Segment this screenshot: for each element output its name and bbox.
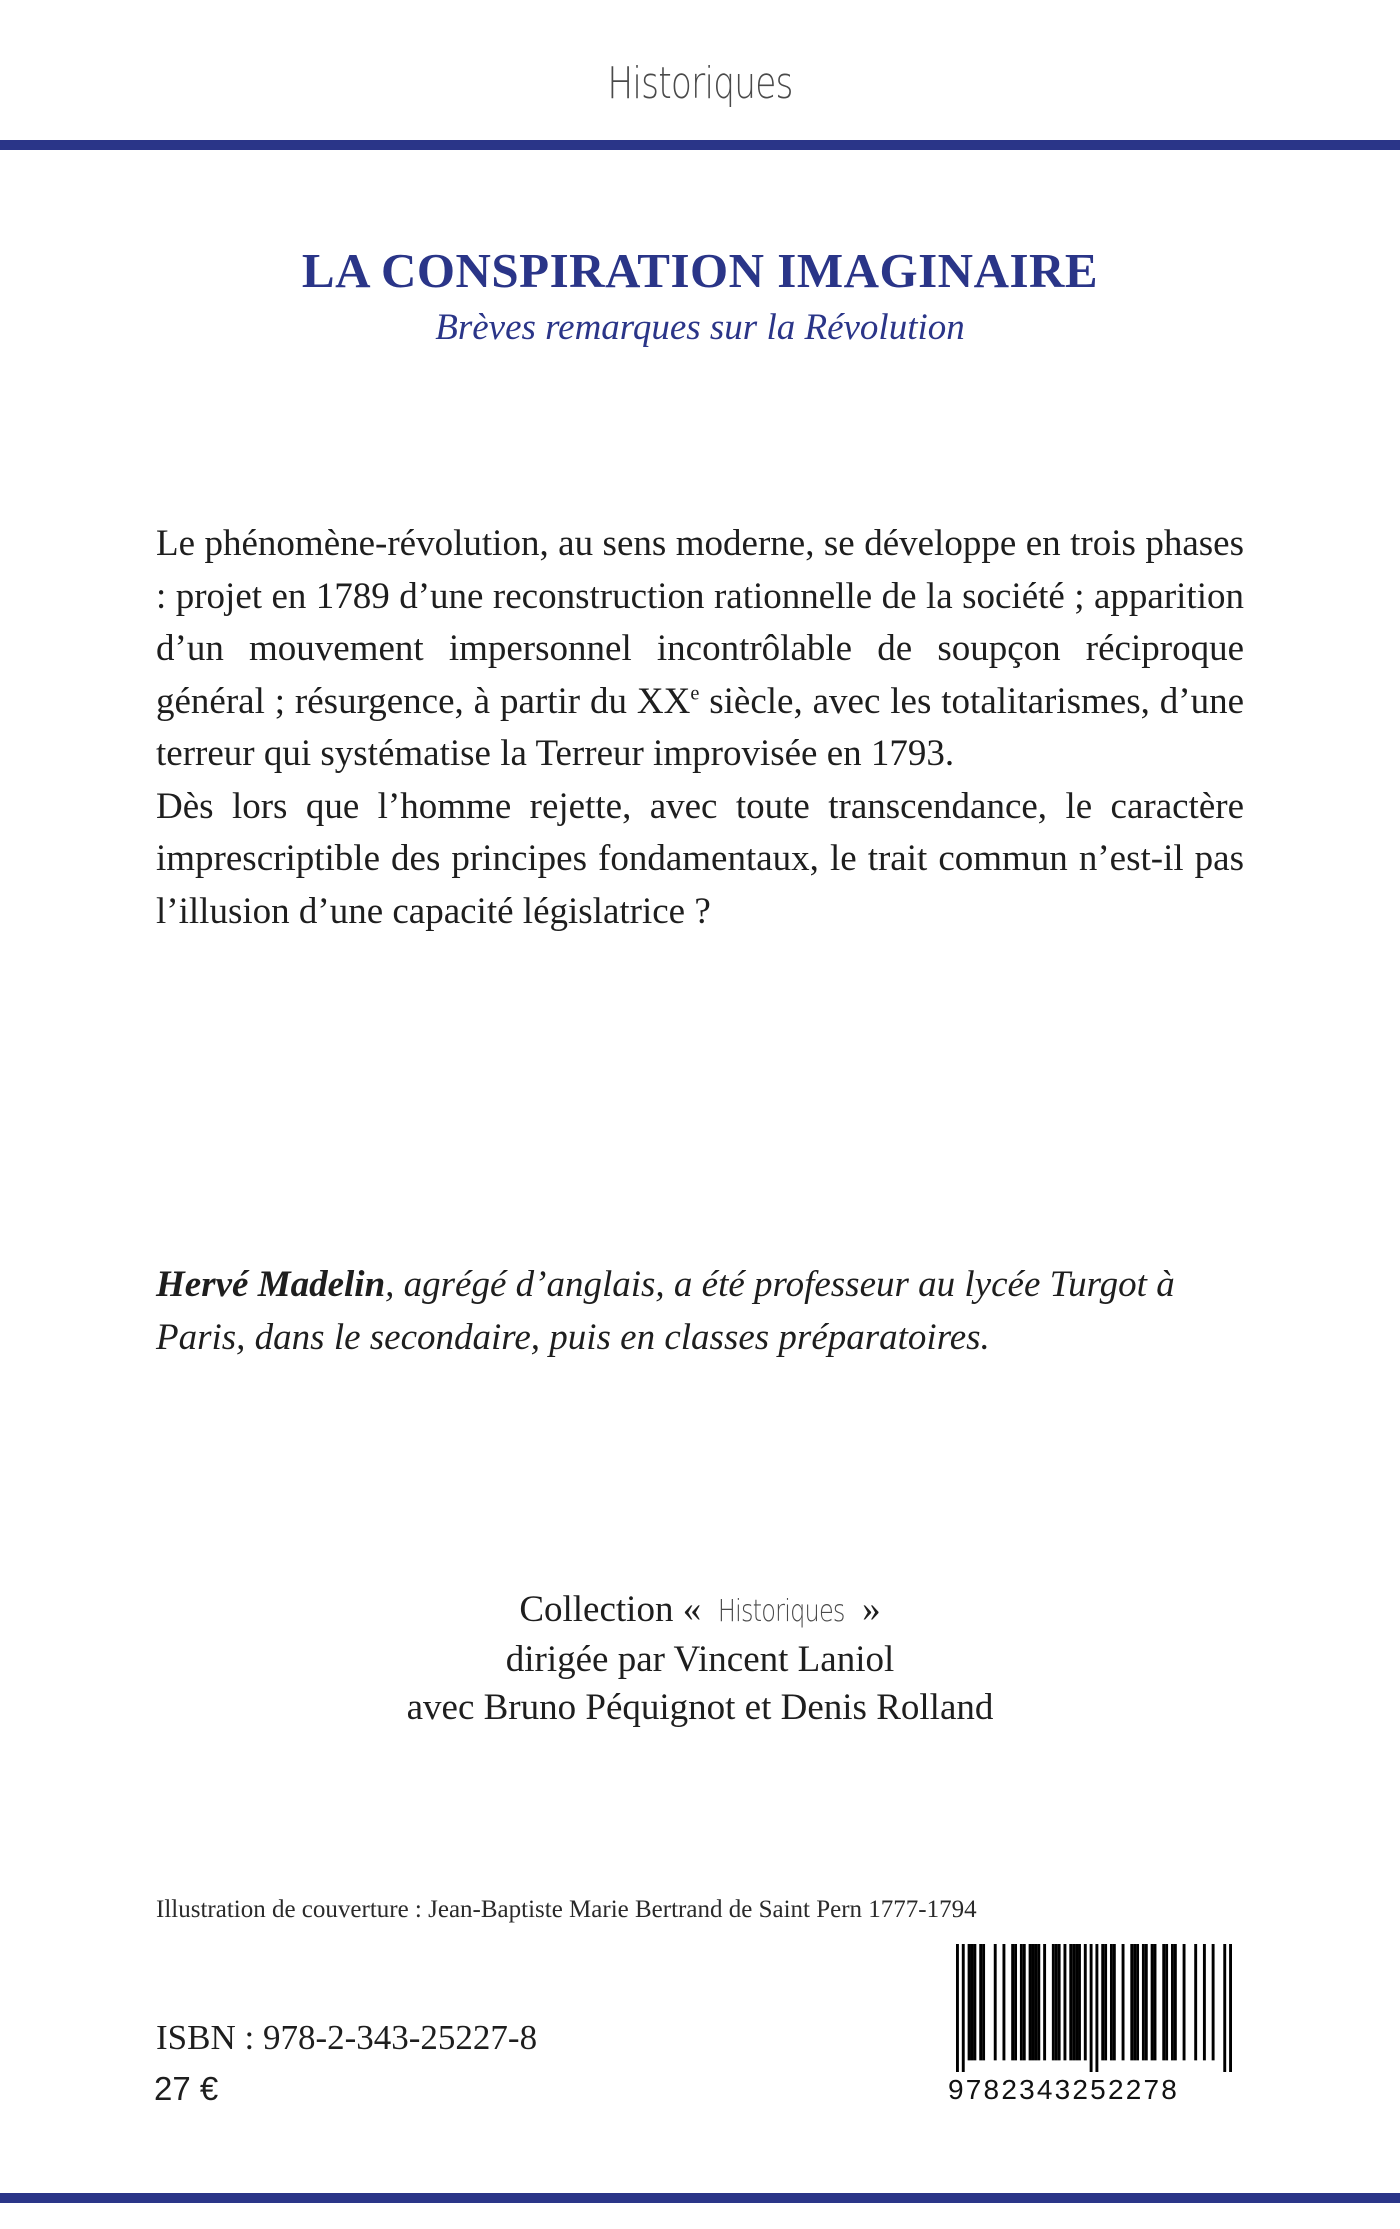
barcode-bar	[979, 1944, 982, 2060]
collection-suffix: »	[862, 1589, 881, 1630]
illustration-credit: Illustration de couverture : Jean-Baptiste Marie Bertrand de Saint Pern 1777-1794	[156, 1896, 977, 1923]
bottom-rule	[0, 2193, 1400, 2203]
author-name: Hervé Madelin	[156, 1264, 386, 1305]
blurb-text-a: Le phénomène-révolution, au sens moderne, se développe en trois phases : projet en 1789 d’une reconstruction rationnelle de la société ; apparition d’un mouvement impersonnel incontrôlable de soupçon réciproque général ; résurgence, à partir du XX	[156, 523, 1244, 722]
century-superscript: e	[690, 682, 700, 705]
barcode-bar	[1122, 1944, 1125, 2060]
barcode-bar	[1165, 1944, 1168, 2060]
barcode-bar	[1069, 1944, 1072, 2060]
collection-info	[0, 1586, 1400, 1732]
top-rule	[0, 140, 1400, 150]
barcode-bar	[1090, 1944, 1093, 2072]
barcode-bar	[1084, 1944, 1087, 2060]
barcode-bar	[962, 1944, 965, 2072]
barcode-bar	[1032, 1944, 1035, 2060]
isbn: ISBN : 978-2-343-25227-8	[156, 2018, 538, 2057]
barcode-bar	[1043, 1944, 1046, 2060]
barcode-bar	[1162, 1944, 1165, 2060]
barcode-bar	[1229, 1944, 1232, 2072]
blurb-paragraph-1	[156, 518, 1244, 781]
barcode-bar	[1110, 1944, 1113, 2060]
blurb	[156, 518, 1244, 938]
barcode-bar	[956, 1944, 959, 2072]
barcode-bars	[956, 1944, 1232, 2072]
barcode-bar	[1133, 1944, 1136, 2060]
barcode-bar	[1194, 1944, 1197, 2060]
barcode-bar	[1055, 1944, 1058, 2060]
barcode-bar	[1095, 1944, 1098, 2072]
blurb-paragraph-2: Dès lors que l’homme rejette, avec toute transcendance, le caractère imprescriptible des principes fondamentaux, le trait commun n’est-il pas l’illusion d’une capacité législatrice ?	[156, 785, 1244, 932]
barcode-bar	[1113, 1944, 1116, 2060]
barcode-digits: 9782343252278	[948, 2074, 1180, 2105]
barcode-bar	[1223, 1944, 1226, 2072]
barcode-bar	[1023, 1944, 1026, 2060]
barcode-bar	[1034, 1944, 1037, 2060]
barcode-bar	[1011, 1944, 1014, 2060]
barcode-bar	[971, 1944, 974, 2060]
barcode-bar	[1014, 1944, 1017, 2060]
barcode-bar	[1020, 1944, 1023, 2060]
barcode-bar	[1130, 1944, 1133, 2060]
collection-associates: avec Bruno Péquignot et Denis Rolland	[406, 1687, 994, 1728]
collection-series-logo: Historiques	[718, 1594, 846, 1629]
book-title: LA CONSPIRATION IMAGINAIRE	[301, 243, 1099, 298]
book-subtitle: Brèves remarques sur la Révolution	[435, 307, 965, 348]
barcode-bar	[982, 1944, 985, 2060]
barcode-bar	[1075, 1944, 1078, 2060]
collection-prefix: Collection «	[519, 1589, 702, 1630]
barcode-bar	[1002, 1944, 1005, 2060]
barcode-bar	[1151, 1944, 1154, 2060]
barcode-bar	[1171, 1944, 1174, 2060]
blurb-text-b: siècle, avec les totalitarismes, d’une terreur qui systématise la Terreur improvisée en 1793.	[156, 680, 1244, 774]
barcode-bar	[1029, 1944, 1032, 2060]
author-bio	[156, 1258, 1244, 1364]
barcode-bar	[1212, 1944, 1215, 2060]
barcode-bar	[1174, 1944, 1177, 2060]
collection-line-1	[0, 1586, 1400, 1636]
author-bio-text: , agrégé d’anglais, a été professeur au lycée Turgot à Paris, dans le secondaire, puis en classes préparatoires.	[156, 1264, 1175, 1358]
collection-director: dirigée par Vincent Laniol	[505, 1639, 895, 1680]
barcode-bar	[1142, 1944, 1145, 2060]
barcode-bar	[1063, 1944, 1066, 2060]
barcode-bar	[1058, 1944, 1061, 2060]
barcode-bar	[1154, 1944, 1157, 2060]
barcode-bar	[1104, 1944, 1107, 2060]
barcode-bar	[1101, 1944, 1104, 2060]
barcode-bar	[1136, 1944, 1139, 2060]
barcode-bar	[1037, 1944, 1040, 2060]
barcode-bar	[1203, 1944, 1206, 2060]
price: 27 €	[154, 2070, 219, 2107]
barcode-bar	[1078, 1944, 1081, 2060]
barcode-bar	[973, 1944, 976, 2060]
series-logo: Historiques	[607, 58, 793, 109]
barcode-bar	[1052, 1944, 1055, 2060]
barcode-bar	[1072, 1944, 1075, 2060]
barcode-bar	[968, 1944, 971, 2060]
barcode-bar	[994, 1944, 997, 2060]
barcode-bar	[1183, 1944, 1186, 2060]
barcode-bar	[1145, 1944, 1148, 2060]
